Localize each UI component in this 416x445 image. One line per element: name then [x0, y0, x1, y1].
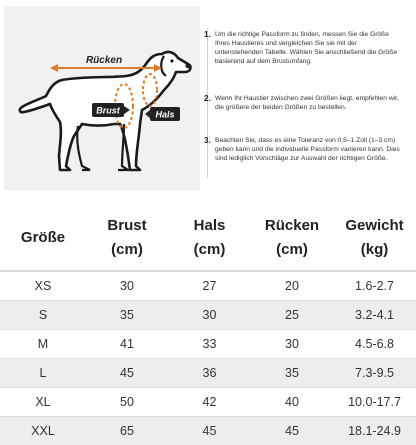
cell-back: 45: [251, 416, 333, 445]
cell-chest: 35: [86, 300, 168, 329]
instruction-text: Wenn Ihr Haustier zwischen zwei Größen liegt, empfehlen wir, die größere der beiden Größen zu bestellen.: [215, 95, 399, 112]
cell-neck: 45: [168, 416, 251, 445]
table-header-row: [0, 205, 416, 271]
cell-back: 35: [251, 358, 333, 387]
header-back: Rücken (cm): [251, 205, 333, 271]
instruction-text: Um die richtige Passform zu finden, messen Sie die Größe Ihres Haustieres und vergleichen Sie sie mit der untenstehenden Tabelle. Wählen Sie anschließend die Größe basierend auf dem Brustumfang.: [215, 31, 398, 66]
cell-back: 25: [251, 300, 333, 329]
dog-nose: [185, 64, 190, 68]
neck-label: Hals: [155, 109, 175, 120]
cell-weight: 10.0-17.7: [333, 387, 416, 416]
instruction-2: [204, 94, 412, 134]
table-row: [0, 358, 416, 387]
cell-neck: 27: [168, 271, 251, 300]
table-row: [0, 329, 416, 358]
dog-back-leg-inner: [77, 126, 90, 170]
cell-back: 20: [251, 271, 333, 300]
instruction-number: 1.: [204, 30, 211, 39]
instruction-number: 3.: [204, 136, 211, 145]
cell-neck: 33: [168, 329, 251, 358]
instruction-3: [204, 136, 412, 186]
cell-size: S: [0, 300, 86, 329]
instruction-1: [204, 30, 412, 100]
cell-chest: 65: [86, 416, 168, 445]
cell-size: XS: [0, 271, 86, 300]
instruction-text: Beachten Sie, dass es eine Toleranz von 0,5–1 Zoll (1–3 cm) geben kann und die individuelle Passform variieren kann. Dies sind lediglich Vorschläge zur Auswahl der richtigen Größe.: [215, 137, 400, 163]
cell-weight: 1.6-2.7: [333, 271, 416, 300]
dog-illustration: [4, 6, 200, 190]
size-chart-table: [0, 205, 416, 438]
table-row: [0, 300, 416, 329]
cell-weight: 18.1-24.9: [333, 416, 416, 445]
cell-chest: 41: [86, 329, 168, 358]
header-size: Größe: [0, 205, 86, 271]
cell-neck: 36: [168, 358, 251, 387]
chest-label: Brust: [96, 105, 120, 116]
cell-neck: 30: [168, 300, 251, 329]
table-row: [0, 271, 416, 300]
cell-size: XXL: [0, 416, 86, 445]
dog-measurement-diagram: [4, 6, 200, 190]
cell-size: XL: [0, 387, 86, 416]
cell-weight: 7.3-9.5: [333, 358, 416, 387]
cell-chest: 45: [86, 358, 168, 387]
dog-eye: [170, 59, 173, 62]
instruction-number: 2.: [204, 94, 211, 103]
cell-chest: 50: [86, 387, 168, 416]
cell-back: 40: [251, 387, 333, 416]
cell-size: M: [0, 329, 86, 358]
size-guide-top: [0, 0, 416, 200]
back-label: Rücken: [85, 55, 123, 66]
neck-tag-pointer: [145, 110, 150, 118]
cell-back: 30: [251, 329, 333, 358]
cell-neck: 42: [168, 387, 251, 416]
cell-weight: 4.5-6.8: [333, 329, 416, 358]
back-arrow-head-left: [50, 64, 58, 72]
cell-weight: 3.2-4.1: [333, 300, 416, 329]
table-row: [0, 416, 416, 445]
header-neck: Hals (cm): [168, 205, 251, 271]
cell-chest: 30: [86, 271, 168, 300]
header-weight: Gewicht (kg): [333, 205, 416, 271]
cell-size: L: [0, 358, 86, 387]
header-chest: Brust (cm): [86, 205, 168, 271]
table-row: [0, 387, 416, 416]
